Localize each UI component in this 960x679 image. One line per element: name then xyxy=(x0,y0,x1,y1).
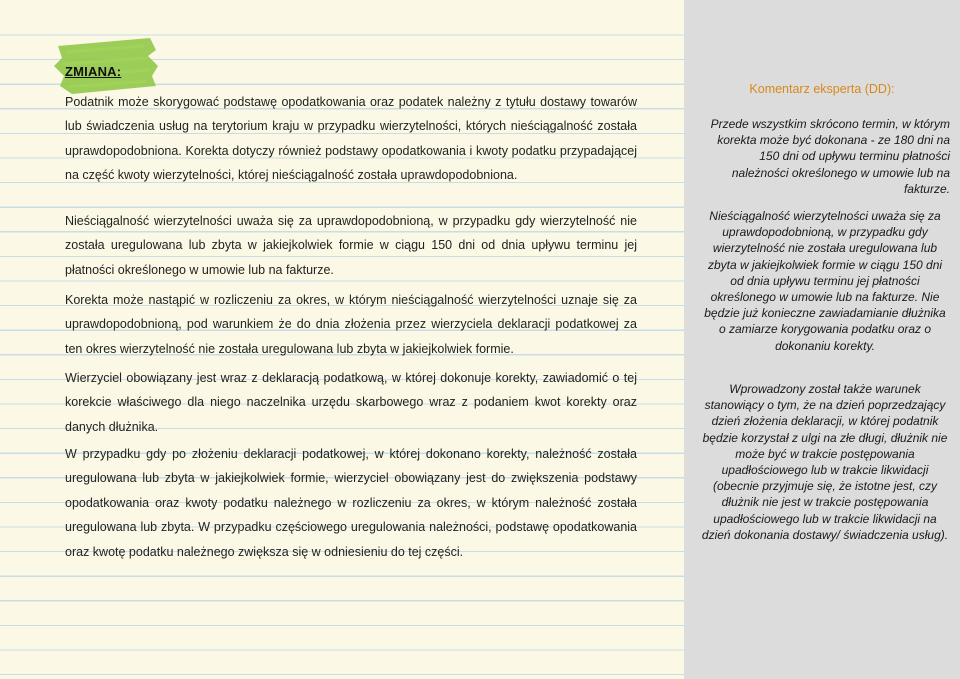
paragraph-4: Wierzyciel obowiązany jest wraz z deklaracją podatkową, w której dokonuje korekty, zawiadomić o tej korekcie właściwego dla niego naczelnika urzędu skarbowego wraz z podaniem kwot korekty oraz danych dłużnika. xyxy=(65,371,637,434)
paragraph-5: W przypadku gdy po złożeniu deklaracji podatkowej, w której dokonano korekty, należność została uregulowana lub zbyta w jakiejkolwiek formie, wierzyciel obowiązany jest do zwiększenia podstawy opodatkowania oraz kwoty podatku należnego w rozliczeniu za okres, w którym należność została uregulowana lub zbyta. W przypadku częściowego uregulowania należności, podstawę opodatkowania oraz kwotę podatku należnego zwiększa się w odniesieniu do tej części. xyxy=(65,447,637,559)
section-heading: ZMIANA: xyxy=(65,64,122,79)
paragraph-2: Nieściągalność wierzytelności uważa się za uprawdopodobnioną, w przypadku gdy wierzytelność nie została uregulowana lub zbyta w jakiejkolwiek formie w ciągu 150 dni od dnia upływu terminu jej płatności określonego w umowie lub na fakturze. xyxy=(65,214,637,277)
expert-comment-2: Nieściągalność wierzytelności uważa się za uprawdopodobnioną, w przypadku gdy wierzytelność nie została uregulowana lub zbyta w jakiejkolwiek formie w ciągu 150 dni od dnia upływu terminu jej płatności określonego w umowie lub na fakturze. Nie będzie już konieczne zawiadamianie dłużnika o zamiarze korygowania podatku oraz o dokonaniu korekty. xyxy=(704,209,946,353)
paragraph-3: Korekta może nastąpić w rozliczeniu za okres, w którym nieściągalność wierzytelności uznaje się za uprawdopodobnioną, pod warunkiem że do dnia złożenia przez wierzyciela deklaracji podatkowej za ten okres wierzytelność nie została uregulowana lub zbyta w jakiejkolwiek formie. xyxy=(65,293,637,356)
paragraph-1: Podatnik może skorygować podstawę opodatkowania oraz podatek należny z tytułu dostawy towarów lub świadczenia usług na terytorium kraju w przypadku wierzytelności, których nieściągalność została uprawdopodobniona. Korekta dotyczy również podstawy opodatkowania i kwoty podatku przypadającej na część kwoty wierzytelności, której nieściągalność została uprawdopodobniona. xyxy=(65,95,637,183)
expert-comment-title: Komentarz eksperta (DD): xyxy=(749,82,895,96)
expert-comment-1: Przede wszystkim skrócono termin, w którym korekta może być dokonana - ze 180 dni na 150 dni od upływu terminu płatności należności określonego w umowie lub na fakturze. xyxy=(710,117,950,196)
expert-comment-3: Wprowadzony został także warunek stanowiący o tym, że na dzień poprzedzający dzień złożenia deklaracji, w której podatnik będzie korzystał z ulgi na złe długi, dłużnik nie może być w trakcie postępowania upadłościowego lub w trakcie likwidacji (obecnie przyjmuje się, że istotne jest, czy dłużnik nie jest w trakcie postępowania upadłościowego lub w trakcie likwidacji na dzień dokonania dostawy/ świadczenia usług). xyxy=(701,382,949,542)
